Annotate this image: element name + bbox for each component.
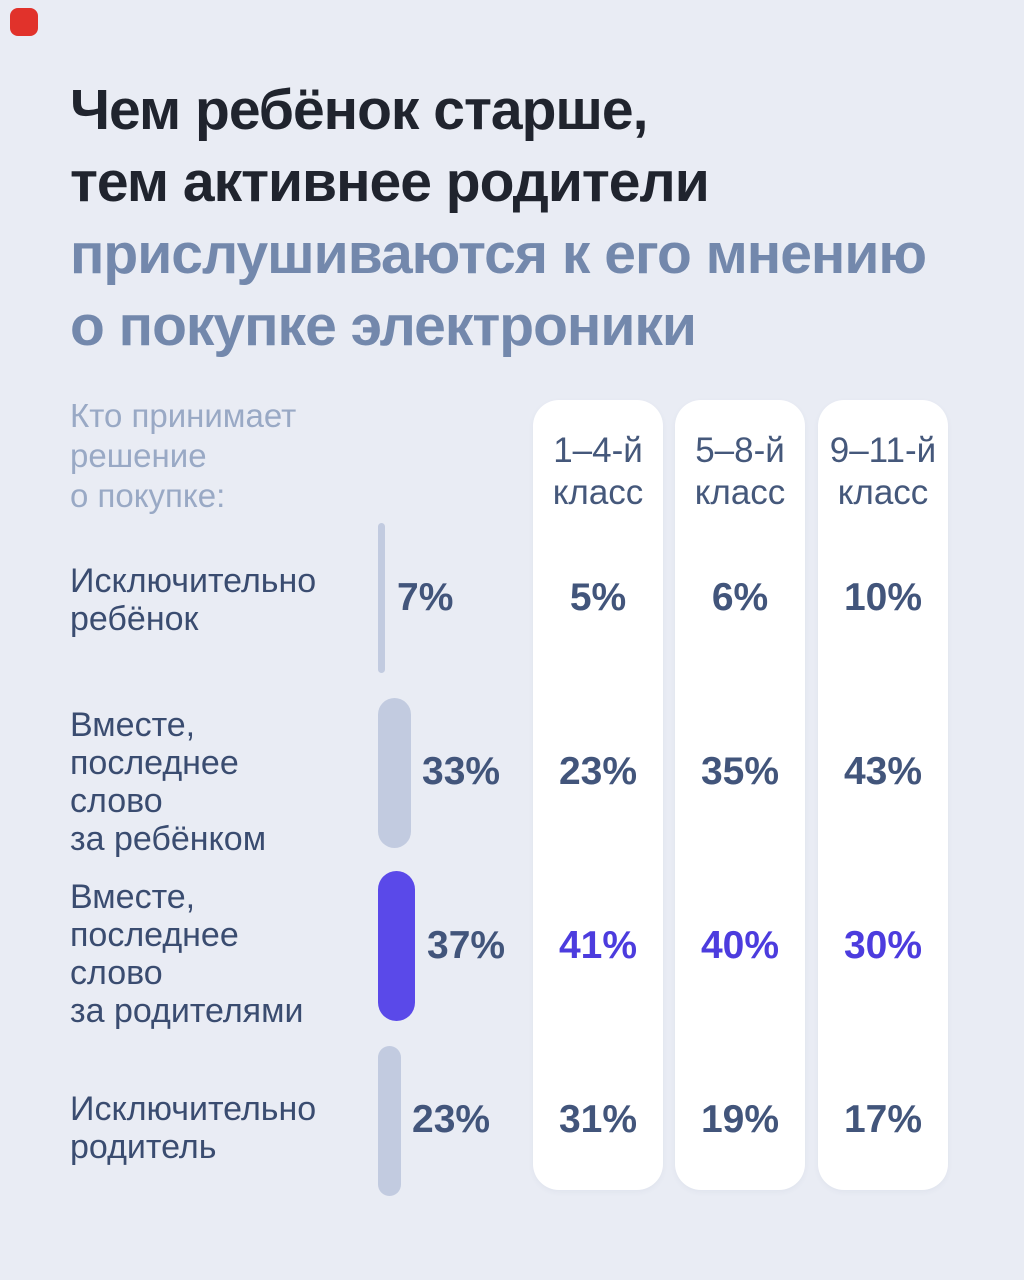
row-label-together-parents-decide: Вместе, последнее слово за родителями bbox=[70, 878, 304, 1030]
cell-value: 5% bbox=[569, 576, 627, 619]
row-label-child-only: Исключительно ребёнок bbox=[70, 562, 317, 638]
overall-bar-together-child bbox=[378, 698, 411, 848]
cell-value: 17% bbox=[843, 1098, 923, 1141]
grade-column-header-9-11: 9–11-й класс bbox=[829, 431, 937, 512]
row-label-parent-only: Исключительно родитель bbox=[70, 1090, 317, 1166]
title-line-1: Чем ребёнок старше, bbox=[70, 78, 648, 142]
cell-value: 31% bbox=[558, 1098, 638, 1141]
question-label: Кто принимает решение о покупке: bbox=[70, 397, 297, 514]
brand-logo bbox=[10, 8, 38, 36]
title-line-4: о покупке электроники bbox=[70, 294, 696, 358]
title-line-2: тем активнее родители bbox=[70, 150, 709, 214]
cell-value-highlighted: 40% bbox=[700, 924, 780, 967]
cell-value: 43% bbox=[843, 750, 923, 793]
cell-value: 6% bbox=[711, 576, 769, 619]
overall-value: 23% bbox=[412, 1098, 491, 1141]
cell-value: 35% bbox=[700, 750, 780, 793]
grade-column-header-5-8: 5–8-й класс bbox=[694, 431, 786, 512]
cell-value: 10% bbox=[843, 576, 923, 619]
title-line-3: прислушиваются к его мнению bbox=[70, 222, 927, 286]
overall-value: 37% bbox=[427, 924, 506, 967]
cell-value-highlighted: 30% bbox=[843, 924, 923, 967]
overall-bar-parent-only bbox=[378, 1046, 401, 1196]
overall-bar-child-only bbox=[378, 523, 385, 673]
cell-value: 19% bbox=[700, 1098, 780, 1141]
overall-value: 33% bbox=[422, 750, 501, 793]
row-label-together-child-decides: Вместе, последнее слово за ребёнком bbox=[70, 706, 267, 858]
overall-value: 7% bbox=[397, 576, 454, 619]
cell-value: 23% bbox=[558, 750, 638, 793]
page-title bbox=[70, 74, 926, 362]
cell-value-highlighted: 41% bbox=[558, 924, 638, 967]
grade-column-header-1-4: 1–4-й класс bbox=[552, 431, 644, 512]
overall-bar-together-parents-highlighted bbox=[378, 871, 415, 1021]
